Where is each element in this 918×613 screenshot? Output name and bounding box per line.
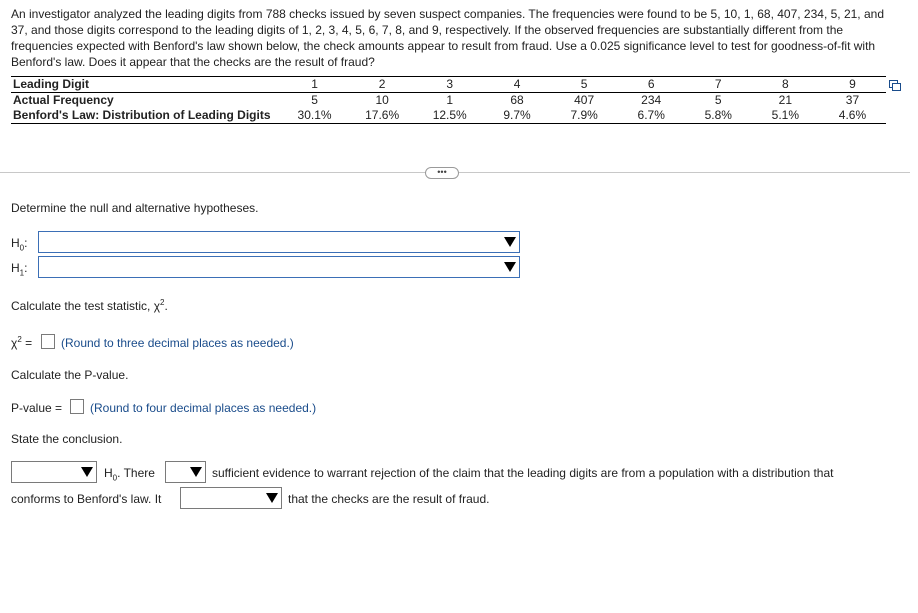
table-cell: 9.7%	[484, 108, 551, 124]
chevron-down-icon	[81, 467, 93, 477]
table-cell: 5.1%	[752, 108, 819, 124]
row-label: Benford's Law: Distribution of Leading Digits	[11, 108, 281, 124]
table-cell: 6	[618, 77, 685, 93]
table-cell: 1	[281, 77, 349, 93]
h0-label: $H_0$:	[11, 236, 28, 253]
table-cell: 21	[778, 93, 793, 107]
table-cell: 3	[416, 77, 484, 93]
table-cell: 68	[510, 93, 524, 107]
table-cell: 7	[685, 77, 752, 93]
table-row	[11, 77, 886, 93]
conclusion-text: that the checks are the result of fraud.	[288, 492, 490, 506]
conclusion-h0-text: $H_0$. There	[104, 466, 155, 483]
table-cell: 30.1%	[281, 108, 349, 124]
table-cell: 5.8%	[685, 108, 752, 124]
table-cell: 10	[375, 93, 389, 107]
h0-dropdown[interactable]	[38, 231, 520, 253]
table-cell: 8	[752, 77, 819, 93]
rounding-hint: (Round to three decimal places as needed.)	[61, 336, 294, 350]
expand-more-button[interactable]: •••	[425, 167, 459, 179]
table-cell: 5	[311, 93, 318, 107]
table-cell: 407	[574, 93, 595, 107]
chevron-down-icon	[504, 262, 516, 272]
problem-statement: An investigator analyzed the leading digits from 788 checks issued by seven suspect companies. The frequencies were found to be 5, 10, 1, 68, 407, 234, 5, 21, and 37, and those digits correspond to the leading digits of 1, 2, 3, 4, 5, 6, 7, 8, and 9, respectively. If the observed frequencies are substantially different from the frequencies expected with Benford's law shown below, the check amounts appear to result from fraud. Use a 0.025 significance level to test for goodness-of-fit with Benford's law. Does it appear that the checks are the result of fraud?	[11, 7, 884, 69]
table-cell: 9	[819, 77, 886, 93]
copy-icon[interactable]	[889, 80, 901, 91]
table-row	[11, 93, 886, 109]
table-cell: 7.9%	[551, 108, 618, 124]
question-hypotheses: Determine the null and alternative hypotheses.	[11, 201, 259, 215]
table-cell: 4.6%	[819, 108, 886, 124]
rounding-hint: (Round to four decimal places as needed.)	[90, 401, 317, 415]
evidence-dropdown[interactable]	[165, 461, 206, 483]
chi-square-label: $\chi^2$ =	[11, 335, 33, 350]
pvalue-input[interactable]	[70, 399, 84, 414]
reject-decision-dropdown[interactable]	[11, 461, 97, 483]
table-cell: 17.6%	[348, 108, 416, 124]
chi-square-input[interactable]	[41, 334, 55, 349]
table-cell: 37	[845, 93, 860, 107]
chevron-down-icon	[504, 237, 516, 247]
table-cell: 12.5%	[416, 108, 484, 124]
benford-table	[11, 76, 886, 124]
row-label: Actual Frequency	[13, 93, 114, 107]
question-test-statistic: Calculate the test statistic, $\chi^2$.	[11, 298, 168, 313]
question-pvalue: Calculate the P-value.	[11, 368, 129, 382]
h1-label: $H_1$:	[11, 261, 28, 278]
table-row	[11, 108, 886, 124]
table-cell: 4	[484, 77, 551, 93]
question-conclusion: State the conclusion.	[11, 432, 123, 446]
table-cell: 6.7%	[618, 108, 685, 124]
chevron-down-icon	[266, 493, 278, 503]
table-cell: 234	[641, 93, 662, 107]
fraud-dropdown[interactable]	[180, 487, 282, 509]
conclusion-text: conforms to Benford's law. It	[11, 492, 162, 506]
conclusion-text: sufficient evidence to warrant rejection of the claim that the leading digits are from a population with a distribution that	[212, 466, 834, 480]
table-cell: 1	[446, 93, 454, 107]
row-label: Leading Digit	[11, 77, 281, 93]
table-cell: 2	[348, 77, 416, 93]
chevron-down-icon	[190, 467, 202, 477]
h1-dropdown[interactable]	[38, 256, 520, 278]
table-cell: 5	[714, 93, 722, 107]
pvalue-label: P-value =	[11, 401, 63, 415]
table-cell: 5	[551, 77, 618, 93]
